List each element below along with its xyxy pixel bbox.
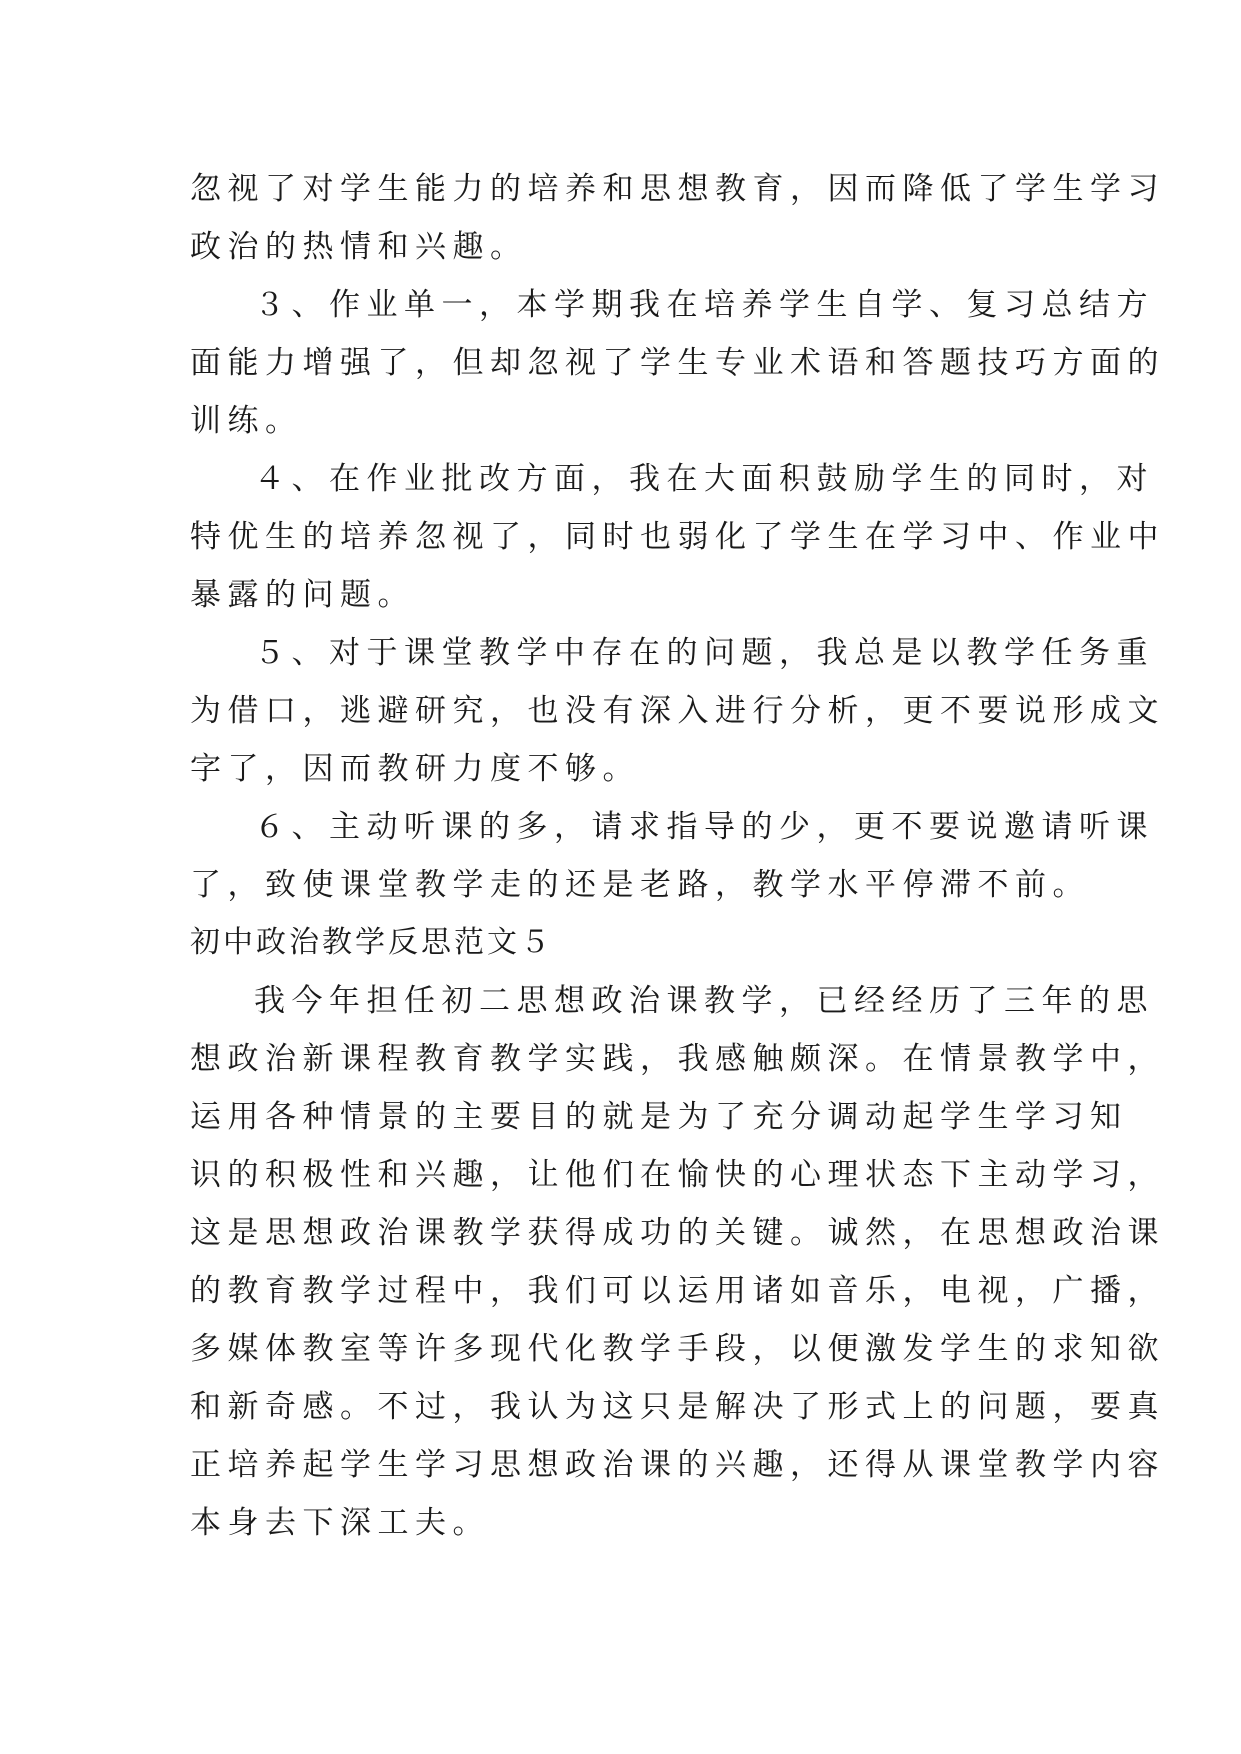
section-paragraph-first-line: 我今年担任初二思想政治课教学，已经经历了三年的思 (254, 983, 1154, 1019)
paragraph-item-5-first-line: ５、对于课堂教学中存在的问题，我总是以教学任务重 (254, 635, 1154, 671)
text-line: 政治的热情和兴趣。 (190, 229, 528, 265)
text-line: 字了，因而教研力度不够。 (190, 751, 640, 787)
paragraph-item-4-first-line: ４、在作业批改方面，我在大面积鼓励学生的同时，对 (254, 461, 1154, 497)
text-line: 了，致使课堂教学走的还是老路，教学水平停滞不前。 (190, 867, 1090, 903)
text-line: 特优生的培养忽视了，同时也弱化了学生在学习中、作业中 (190, 519, 1165, 555)
text-line: 暴露的问题。 (190, 577, 415, 613)
paragraph-item-3-first-line: ３、作业单一，本学期我在培养学生自学、复习总结方 (254, 287, 1154, 323)
text-line: 多媒体教室等许多现代化教学手段，以便激发学生的求知欲 (190, 1331, 1165, 1367)
text-line: 本身去下深工夫。 (190, 1505, 490, 1541)
section-heading: 初中政治教学反思范文５ (190, 925, 553, 960)
text-line: 训练。 (190, 403, 303, 439)
document-body (190, 160, 1165, 1552)
text-line: 为借口，逃避研究，也没有深入进行分析，更不要说形成文 (190, 693, 1165, 729)
text-line: 这是思想政治课教学获得成功的关键。诚然，在思想政治课 (190, 1215, 1165, 1251)
paragraph-item-6-first-line: ６、主动听课的多，请求指导的少，更不要说邀请听课 (254, 809, 1154, 845)
text-line: 正培养起学生学习思想政治课的兴趣，还得从课堂教学内容 (190, 1447, 1165, 1483)
text-line: 面能力增强了，但却忽视了学生专业术语和答题技巧方面的 (190, 345, 1165, 381)
text-line: 和新奇感。不过，我认为这只是解决了形式上的问题，要真 (190, 1389, 1165, 1425)
text-line: 识的积极性和兴趣，让他们在愉快的心理状态下主动学习， (190, 1157, 1165, 1193)
text-line: 运用各种情景的主要目的就是为了充分调动起学生学习知 (190, 1099, 1128, 1135)
text-line: 的教育教学过程中，我们可以运用诸如音乐，电视，广播， (190, 1273, 1165, 1309)
text-line: 想政治新课程教育教学实践，我感触颇深。在情景教学中， (190, 1041, 1165, 1077)
text-line: 忽视了对学生能力的培养和思想教育，因而降低了学生学习 (190, 171, 1165, 207)
